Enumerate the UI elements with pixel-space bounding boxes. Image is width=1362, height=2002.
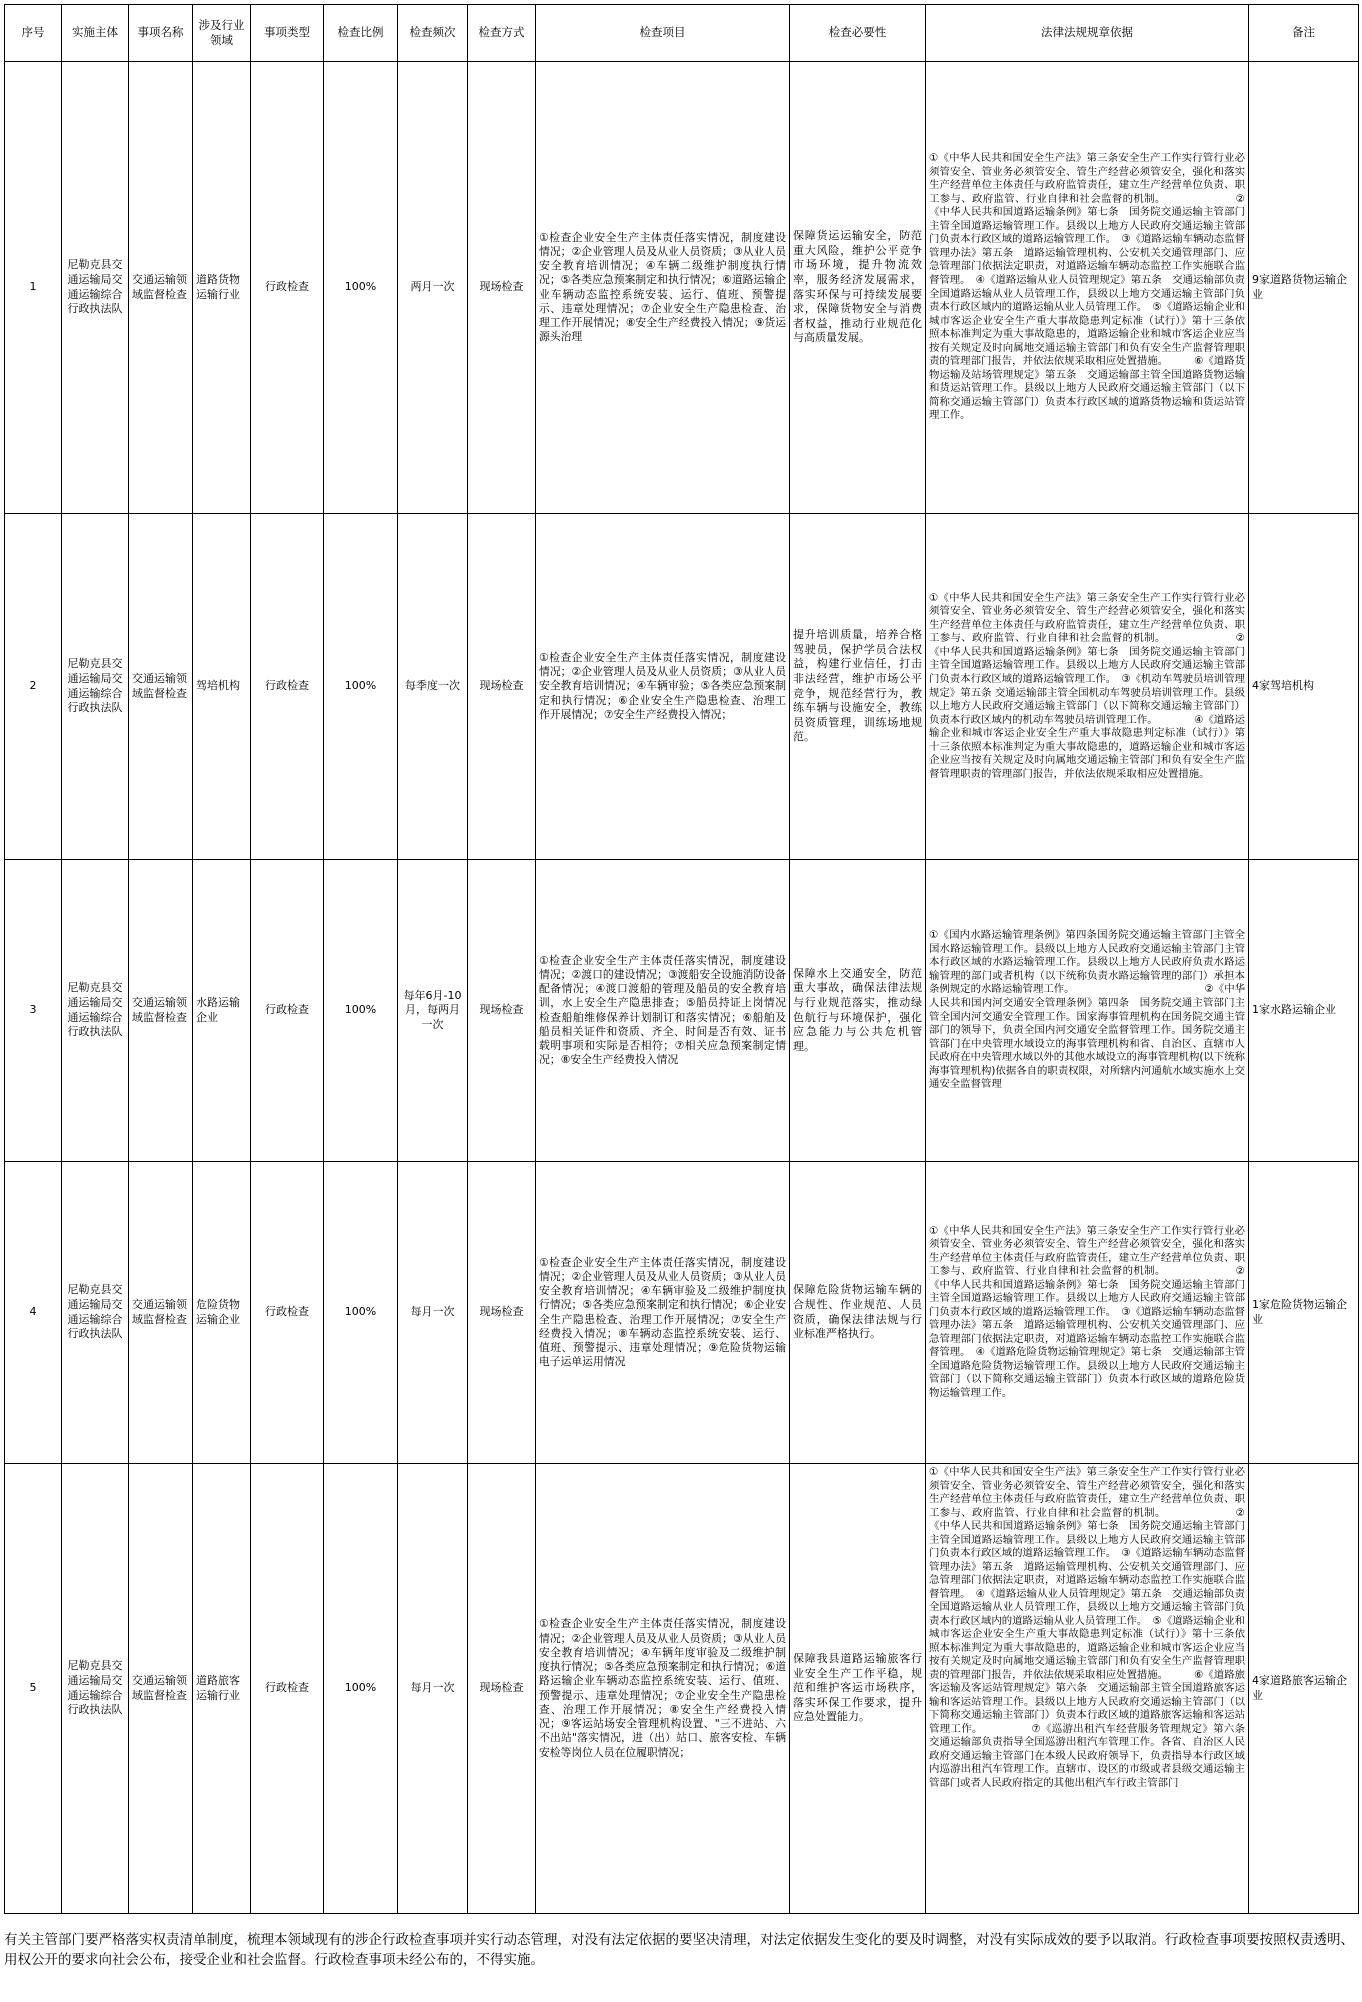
remark: 4家驾培机构 [1249,514,1359,860]
table-row [5,514,1359,860]
legal-basis: ①《中华人民共和国安全生产法》第三条安全生产工作实行管行业必须管安全、管业务必须管安全、管生产经营必须管安全，强化和落实生产经营单位主体责任与政府监管责任，建立生产经营单位负责、职工参与、政府监管、行业自律和社会监督的机制。 ②《中华人民共和国道路运输条例》第七条 国务院交通运输主管部门主管全国道路运输管理工作。县级以上地方人民政府交通运输主管部门负责本行政区域的道路运输管理工作。 ③《道路运输车辆动态监督管理办法》第五条 道路运输管理机构、公安机关交通管理部门、应急管理部门依据法定职责，对道路运输车辆动态监控工作实施联合监督管理。 ④《道路运输从业人员管理规定》第五条 交通运输部负责全国道路运输从业人员管理工作，县级以上地方交通运输主管部门负责本行政区域内的道路运输从业人员管理工作。 ⑤《道路运输企业和城市客运企业安全生产重大事故隐患判定标准（试行）》第十三条依照本标准判定为重大事故隐患的，道路运输企业和城市客运企业应当按有关规定及时向属地交通运输主管部门和负有安全生产监督管理职责的管理部门报告，并依法依规采取相应处置措施。 ⑥《道路旅客运输及客运站管理规定》第六条 交通运输部主管全国道路旅客运输和客运站管理工作。县级以上地方人民政府交通运输主管部门（以下简称交通运输主管部门）负责本行政区域的道路旅客运输和客运站管理工作。 ⑦《巡游出租汽车经营服务管理规定》第六条 交通运输部负责指导全国巡游出租汽车管理工作。各省、自治区人民政府交通运输主管部门在本级人民政府领导下，负责指导本行政区域内巡游出租汽车管理工作。直辖市、设区的市级或者县级交通运输主管部门或者人民政府指定的其他出租汽车行政主管部门 [926,1464,1249,1914]
inspection-method: 现场检查 [468,860,536,1162]
inspection-ratio: 100% [324,62,398,514]
implementing-body: 尼勒克县交通运输局交通运输综合行政执法队 [62,514,129,860]
legal-basis: ①《中华人民共和国安全生产法》第三条安全生产工作实行管行业必须管安全、管业务必须管安全、管生产经营必须管安全，强化和落实生产经营单位主体责任与政府监管责任，建立生产经营单位负责、职工参与、政府监管、行业自律和社会监督的机制。 ②《中华人民共和国道路运输条例》第七条 国务院交通运输主管部门主管全国道路运输管理工作。县级以上地方人民政府交通运输主管部门负责本行政区域的道路运输管理工作。 ③《道路运输车辆动态监督管理办法》第五条 道路运输管理机构、公安机关交通管理部门、应急管理部门依据法定职责，对道路运输车辆动态监控工作实施联合监督管理。 ④《道路运输从业人员管理规定》第五条 交通运输部负责全国道路运输从业人员管理工作，县级以上地方交通运输主管部门负责本行政区域内的道路运输从业人员管理工作。 ⑤《道路运输企业和城市客运企业安全生产重大事故隐患判定标准（试行）》第十三条依照本标准判定为重大事故隐患的，道路运输企业和城市客运企业应当按有关规定及时向属地交通运输主管部门和负有安全生产监督管理职责的管理部门报告，并依法依规采取相应处置措施。 ⑥《道路货物运输及站场管理规定》第五条 交通运输部主管全国道路货物运输和货运站管理工作。县级以上地方人民政府交通运输主管部门（以下简称交通运输主管部门）负责本行政区域的道路货物运输和货运站管理工作。 [926,62,1249,514]
header-cell: 法律法规规章依据 [926,5,1249,62]
header-cell: 检查必要性 [790,5,926,62]
row-number: 2 [5,514,62,860]
inspection-method: 现场检查 [468,1162,536,1464]
inspection-necessity: 提升培训质量，培养合格驾驶员，保护学员合法权益，构建行业信任，打击非法经营，维护市场公平竞争，规范经营行为，教练车辆与设施安全，教练员资质管理，训练场地规范。 [790,514,926,860]
header-cell: 涉及行业领域 [193,5,251,62]
inspection-frequency: 每季度一次 [398,514,468,860]
header-cell: 检查频次 [398,5,468,62]
table-row [5,1464,1359,1914]
remark: 1家水路运输企业 [1249,860,1359,1162]
inspection-frequency: 两月一次 [398,62,468,514]
header-cell: 检查比例 [324,5,398,62]
implementing-body: 尼勒克县交通运输局交通运输综合行政执法队 [62,860,129,1162]
industry-field: 危险货物运输企业 [193,1162,251,1464]
inspection-necessity: 保障货运运输安全，防范重大风险，维护公平竞争市场环境，提升物流效率，服务经济发展需求，落实环保与可持续发展要求，保障货物安全与消费者权益，推动行业规范化与高质量发展。 [790,62,926,514]
implementing-body: 尼勒克县交通运输局交通运输综合行政执法队 [62,1162,129,1464]
inspection-table [4,4,1359,1914]
industry-field: 道路旅客运输行业 [193,1464,251,1914]
table-row [5,1162,1359,1464]
item-name: 交通运输领域监督检查 [129,62,193,514]
header-cell: 事项名称 [129,5,193,62]
implementing-body: 尼勒克县交通运输局交通运输综合行政执法队 [62,62,129,514]
item-type: 行政检查 [251,1464,324,1914]
table-row [5,860,1359,1162]
header-cell: 检查方式 [468,5,536,62]
table-row [5,62,1359,514]
header-cell: 事项类型 [251,5,324,62]
inspection-frequency: 每月一次 [398,1162,468,1464]
item-name: 交通运输领域监督检查 [129,860,193,1162]
header-cell: 实施主体 [62,5,129,62]
header-cell: 序号 [5,5,62,62]
footnote: 有关主管部门要严格落实权责清单制度，梳理本领域现有的涉企行政检查事项并实行动态管理，对没有法定依据的要坚决清理，对法定依据发生变化的要及时调整，对没有实际成效的要予以取消。行政检查事项要按照权责透明、用权公开的要求向社会公布，接受企业和社会监督。行政检查事项未经公布的，不得实施。 [4,1932,1354,1969]
row-number: 3 [5,860,62,1162]
item-type: 行政检查 [251,514,324,860]
row-number: 5 [5,1464,62,1914]
legal-basis: ①《中华人民共和国安全生产法》第三条安全生产工作实行管行业必须管安全、管业务必须管安全、管生产经营必须管安全，强化和落实生产经营单位主体责任与政府监管责任，建立生产经营单位负责、职工参与、政府监管、行业自律和社会监督的机制。 ②《中华人民共和国道路运输条例》第七条 国务院交通运输主管部门主管全国道路运输管理工作。县级以上地方人民政府交通运输主管部门负责本行政区域的道路运输管理工作。 ③《道路运输车辆动态监督管理办法》第五条 道路运输管理机构、公安机关交通管理部门、应急管理部门依据法定职责，对道路运输车辆动态监控工作实施联合监督管理。 ④《道路危险货物运输管理规定》第七条 交通运输部主管全国道路危险货物运输管理工作。县级以上地方人民政府交通运输主管部门（以下简称交通运输主管部门）负责本行政区域的道路危险货物运输管理工作。 [926,1162,1249,1464]
header-cell: 备注 [1249,5,1359,62]
inspection-ratio: 100% [324,860,398,1162]
inspection-items: ①检查企业安全生产主体责任落实情况，制度建设情况；②企业管理人员及从业人员资质；③从业人员安全教育培训情况；④车辆审验；⑤各类应急预案制定和执行情况；⑥企业安全生产隐患检查、治理工作开展情况；⑦安全生产经费投入情况； [536,514,790,860]
industry-field: 水路运输企业 [193,860,251,1162]
inspection-method: 现场检查 [468,62,536,514]
row-number: 1 [5,62,62,514]
inspection-frequency: 每年6月-10月，每两月一次 [398,860,468,1162]
inspection-ratio: 100% [324,1162,398,1464]
item-name: 交通运输领域监督检查 [129,1162,193,1464]
header-row [5,5,1359,62]
inspection-method: 现场检查 [468,514,536,860]
inspection-necessity: 保障我县道路运输旅客行业安全生产工作平稳，规范和维护客运市场秩序，落实环保工作要求，提升应急处置能力。 [790,1464,926,1914]
inspection-ratio: 100% [324,514,398,860]
industry-field: 道路货物运输行业 [193,62,251,514]
item-type: 行政检查 [251,1162,324,1464]
row-number: 4 [5,1162,62,1464]
inspection-ratio: 100% [324,1464,398,1914]
header-cell: 检查项目 [536,5,790,62]
remark: 1家危险货物运输企业 [1249,1162,1359,1464]
item-name: 交通运输领域监督检查 [129,1464,193,1914]
implementing-body: 尼勒克县交通运输局交通运输综合行政执法队 [62,1464,129,1914]
inspection-necessity: 保障危险货物运输车辆的合规性、作业规范、人员资质，确保法律法规与行业标准严格执行。 [790,1162,926,1464]
inspection-necessity: 保障水上交通安全，防范重大事故，确保法律法规与行业规范落实，推动绿色航行与环境保护，强化应急能力与公共危机管理。 [790,860,926,1162]
item-type: 行政检查 [251,860,324,1162]
item-name: 交通运输领域监督检查 [129,514,193,860]
item-type: 行政检查 [251,62,324,514]
remark: 4家道路旅客运输企业 [1249,1464,1359,1914]
legal-basis: ①《中华人民共和国安全生产法》第三条安全生产工作实行管行业必须管安全、管业务必须管安全、管生产经营必须管安全，强化和落实生产经营单位主体责任与政府监管责任，建立生产经营单位负责、职工参与、政府监管、行业自律和社会监督的机制。 ②《中华人民共和国道路运输条例》第七条 国务院交通运输主管部门主管全国道路运输管理工作。县级以上地方人民政府交通运输主管部门负责本行政区域的道路运输管理工作。 ③《机动车驾驶员培训管理规定》第五条 交通运输部主管全国机动车驾驶员培训管理工作。县级以上地方人民政府交通运输主管部门（以下简称交通运输主管部门）负责本行政区域内的机动车驾驶员培训管理工作。 ④《道路运输企业和城市客运企业安全生产重大事故隐患判定标准（试行）》第十三条依照本标准判定为重大事故隐患的，道路运输企业和城市客运企业应当按有关规定及时向属地交通运输主管部门和负有安全生产监督管理职责的管理部门报告，并依法依规采取相应处置措施。 [926,514,1249,860]
inspection-items: ①检查企业安全生产主体责任落实情况，制度建设情况；②企业管理人员及从业人员资质；③从业人员安全教育培训情况；④车辆审验及二级维护制度执行情况；⑤各类应急预案制定和执行情况；⑥企业安全生产隐患检查、治理工作开展情况；⑦安全生产经费投入情况；⑧车辆动态监控系统安装、运行、值班、预警提示、违章处理情况；⑨危险货物运输电子运单运用情况 [536,1162,790,1464]
legal-basis: ①《国内水路运输管理条例》第四条国务院交通运输主管部门主管全国水路运输管理工作。县级以上地方人民政府交通运输主管部门主管本行政区域的水路运输管理工作。县级以上地方人民政府负责水路运输管理的部门或者机构（以下统称负责水路运输管理的部门）承担本条例规定的水路运输管理工作。 ②《中华人民共和国内河交通安全管理条例》第四条 国务院交通主管部门主管全国内河交通安全管理工作。国家海事管理机构在国务院交通主管部门的领导下，负责全国内河交通安全监督管理工作。国务院交通主管部门在中央管理水域设立的海事管理机构和省、自治区、直辖市人民政府在中央管理水域以外的其他水域设立的海事管理机构(以下统称海事管理机构)依据各自的职责权限，对所辖内河通航水域实施水上交通安全监督管理 [926,860,1249,1162]
inspection-items: ①检查企业安全生产主体责任落实情况，制度建设情况；②企业管理人员及从业人员资质；③从业人员安全教育培训情况；④车辆二级维护制度执行情况；⑤各类应急预案制定和执行情况；⑥道路运输企业车辆动态监控系统安装、运行、值班、预警提示、违章处理情况；⑦企业安全生产隐患检查、治理工作开展情况；⑧安全生产经费投入情况；⑨货运源头治理 [536,62,790,514]
inspection-method: 现场检查 [468,1464,536,1914]
inspection-frequency: 每月一次 [398,1464,468,1914]
remark: 9家道路货物运输企业 [1249,62,1359,514]
inspection-items: ①检查企业安全生产主体责任落实情况，制度建设情况；②企业管理人员及从业人员资质；③从业人员安全教育培训情况；④车辆年度审验及二级维护制度执行情况；⑤各类应急预案制定和执行情况；⑥道路运输企业车辆动态监控系统安装、运行、值班、预警提示、违章处理情况；⑦企业安全生产隐患检查、治理工作开展情况；⑧安全生产经费投入情况；⑨客运站场安全管理机构设置、"三不进站、六不出站"落实情况，进（出）站口、旅客安检、车辆安检等岗位人员在位履职情况； [536,1464,790,1914]
industry-field: 驾培机构 [193,514,251,860]
inspection-items: ①检查企业安全生产主体责任落实情况，制度建设情况；②渡口的建设情况；③渡船安全设施消防设备配备情况；④渡口渡船的管理及船员的安全教育培训，水上安全生产隐患排查；⑤船员持证上岗情况检查船舶维修保养计划制订和落实情况；⑥船舶及船员相关证件和资质、齐全、时间是否有效、证书载明事项和实际是否相符；⑦相关应急预案制定情况；⑧安全生产经费投入情况 [536,860,790,1162]
